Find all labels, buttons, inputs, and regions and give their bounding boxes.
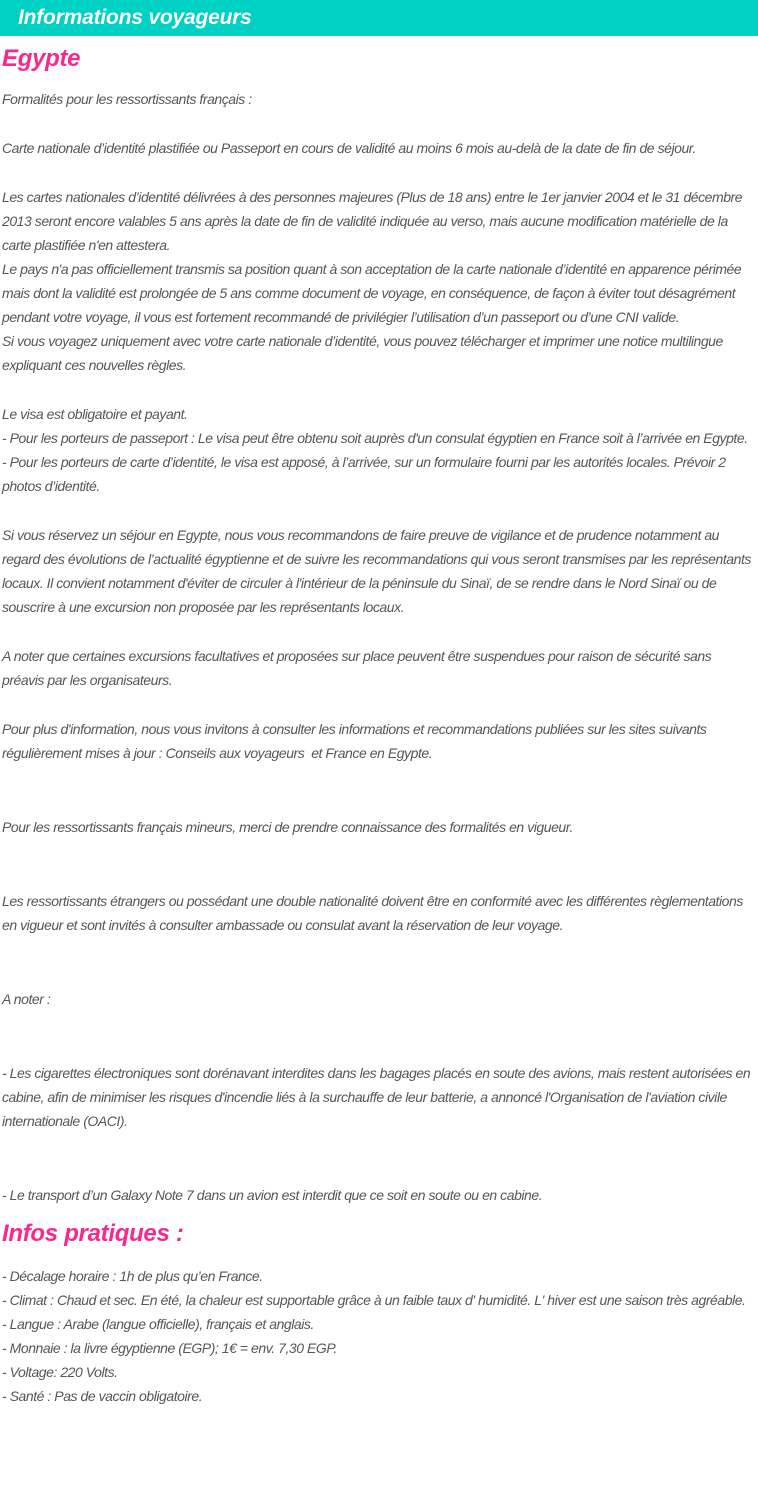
paragraph: - Monnaie : la livre égyptienne (EGP); 1€ = env. 7,30 EGP. (2, 1340, 337, 1356)
page-header (0, 0, 758, 36)
paragraph: - Les cigarettes électroniques sont dorénavant interdites dans les bagages placés en soute des avions, mais restent autorisées en cabine, afin de minimiser les risques d'incendie liés à la surchauffe de leur batterie, a annoncé l'Organisation de l'aviation civile internationale (OACI). (2, 1065, 754, 1129)
paragraph: Pour plus d'information, nous vous invitons à consulter les informations et recommandations publiées sur les sites suivants régulièrement mises à jour : Conseils aux voyageurs et France en Egypte. (2, 721, 714, 761)
paragraph: Si vous réservez un séjour en Egypte, nous vous recommandons de faire preuve de vigilance et de prudence notamment au regard des évolutions de l’actualité égyptienne et de suivre les recommandations qui vous seront transmises par les représentants locaux. Il convient notamment d'éviter de circuler à l'intérieur de la péninsule du Sinaï, de se rendre dans le Nord Sinaï ou de souscrire à une excursion non proposée par les représentants locaux. (2, 527, 755, 615)
paragraph: Si vous voyagez uniquement avec votre carte nationale d’identité, vous pouvez télécharger et imprimer une notice multilingue expliquant ces nouvelles règles. (2, 333, 727, 373)
content-area (0, 44, 758, 1418)
paragraph: Le pays n'a pas officiellement transmis sa position quant à son acceptation de la carte nationale d’identité en apparence périmée mais dont la validité est prolongée de 5 ans comme document de voyage, en conséquence, de façon à éviter tout désagrément pendant votre voyage, il vous est fortement recommandé de privilégier l’utilisation d’un passeport ou d’une CNI valide. (2, 261, 745, 325)
paragraph-list (2, 87, 755, 1408)
country-heading: Egypte (2, 45, 81, 72)
paragraph: - Décalage horaire : 1h de plus qu’en France. (2, 1268, 263, 1284)
paragraph: Carte nationale d’identité plastifiée ou Passeport en cours de validité au moins 6 mois au-delà de la date de fin de séjour. (2, 140, 696, 156)
paragraph: Pour les ressortissants français mineurs, merci de prendre connaissance des formalités en vigueur. (2, 819, 573, 835)
paragraph: - Santé : Pas de vaccin obligatoire. (2, 1388, 203, 1404)
paragraph: - Pour les porteurs de passeport : Le visa peut être obtenu soit auprès d'un consulat égyptien en France soit à l’arrivée en Egypte. (2, 430, 748, 446)
section-heading: Infos pratiques : (2, 1220, 184, 1247)
paragraph: Les cartes nationales d’identité délivrées à des personnes majeures (Plus de 18 ans) entre le 1er janvier 2004 et le 31 décembre 2013 seront encore valables 5 ans après la date de fin de validité indiquée au verso, mais aucune modification matérielle de la carte plastifiée n'en attestera. (2, 189, 746, 253)
paragraph: Formalités pour les ressortissants français : (2, 91, 252, 107)
paragraph: A noter : (2, 991, 51, 1007)
paragraph: - Climat : Chaud et sec. En été, la chaleur est supportable grâce à un faible taux d' humidité. L' hiver est une saison très agréable. (2, 1292, 746, 1308)
paragraph: Les ressortissants étrangers ou possédant une double nationalité doivent être en conformité avec les différentes règlementations en vigueur et sont invités à consulter ambassade ou consulat avant la réservation de leur voyage. (2, 893, 747, 933)
paragraph: - Pour les porteurs de carte d’identité, le visa est apposé, à l’arrivée, sur un formulaire fourni par les autorités locales. Prévoir 2 photos d’identité. (2, 454, 730, 494)
paragraph: A noter que certaines excursions facultatives et proposées sur place peuvent être suspendues pour raison de sécurité sans préavis par les organisateurs. (2, 648, 715, 688)
paragraph: Le visa est obligatoire et payant. (2, 406, 188, 422)
page-title: Informations voyageurs (18, 6, 252, 29)
paragraph: - Langue : Arabe (langue officielle), français et anglais. (2, 1316, 314, 1332)
paragraph: - Le transport d’un Galaxy Note 7 dans un avion est interdit que ce soit en soute ou en cabine. (2, 1187, 543, 1203)
paragraph: - Voltage: 220 Volts. (2, 1364, 118, 1380)
